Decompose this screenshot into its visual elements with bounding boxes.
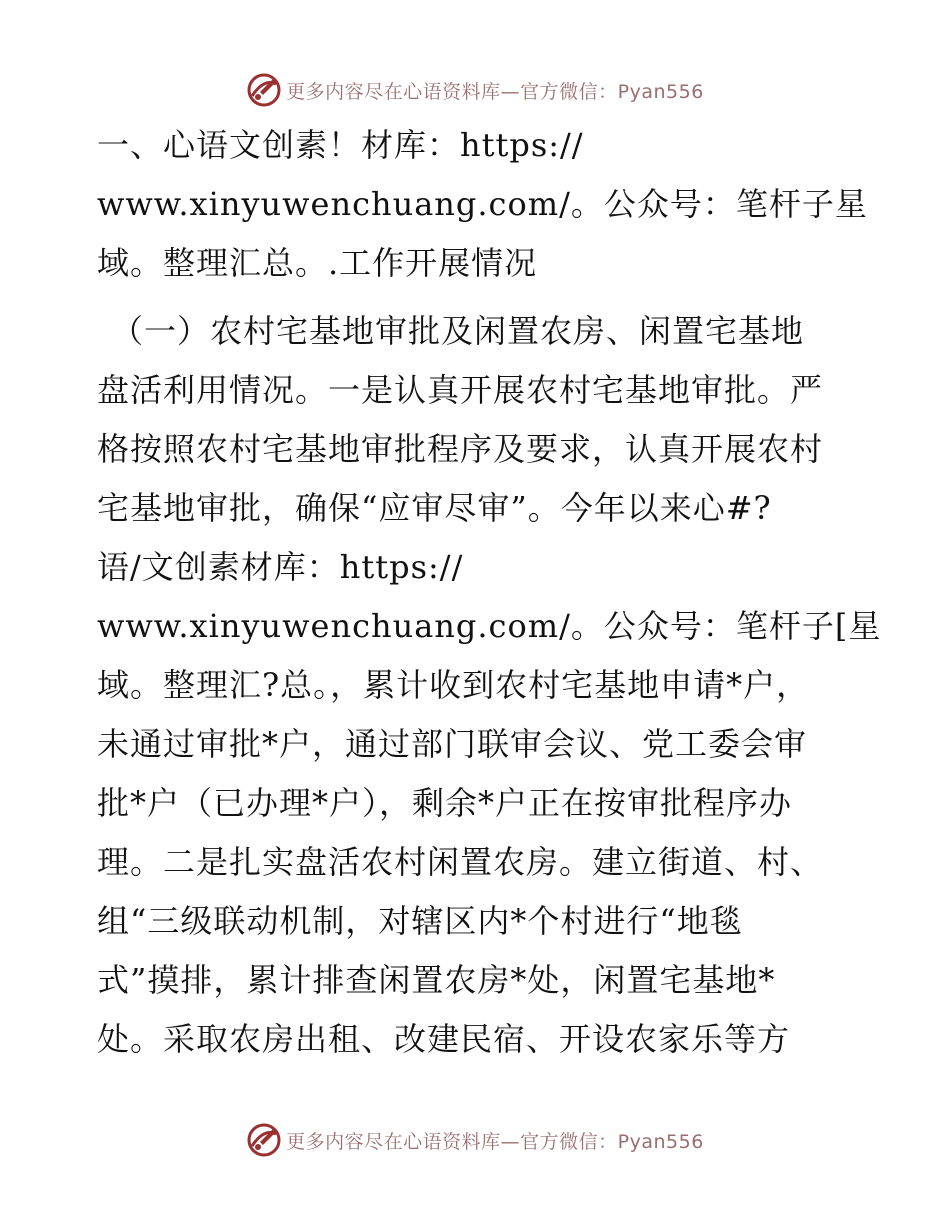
brand-logo-icon [246,72,282,108]
text-line: 未通过审批*户，通过部门联审会议、党工委会审 [97,725,808,763]
text-line: 语/文创素材库：https:// [97,548,464,586]
text-line: 盘活利用情况。一是认真开展农村宅基地审批。严 [97,371,824,409]
text-line: 理。二是扎实盘活农村闲置农房。建立街道、村、 [97,843,824,881]
text-line: 格按照农村宅基地审批程序及要求，认真开展农村 [97,430,824,468]
brand-logo-icon [246,1122,282,1158]
header-banner-text: 更多内容尽在心语资料库—官方微信：Pyan556 [286,80,704,103]
paragraph-2 [97,302,882,1069]
text-line: www.xinyuwenchuang.com/。公众号：笔杆子[星 [97,607,882,645]
text-line: 组“三级联动机制，对辖区内*个村进行“地毯 [97,902,743,940]
text-line: www.xinyuwenchuang.com/。公众号：笔杆子星 [97,185,868,223]
text-line: 域。整理汇?总。，累计收到农村宅基地申请*户， [97,666,810,704]
text-line: （一）农村宅基地审批及闲置农房、闲置宅基地 [111,312,805,350]
text-line: 批*户（已办理*户），剩余*户正在按审批程序办 [97,784,793,822]
text-line: 域。整理汇总。.工作开展情况 [97,244,538,282]
document-body [97,116,882,1069]
text-line: 式”摸排，累计排查闲置农房*处，闲置宅基地* [97,961,776,999]
header-banner [0,70,950,110]
text-line: 处。采取农房出租、改建民宿、开设农家乐等方 [97,1020,791,1058]
footer-banner-text: 更多内容尽在心语资料库—官方微信：Pyan556 [286,1130,704,1153]
footer-banner [0,1120,950,1160]
paragraph-1 [97,116,867,293]
text-line: 宅基地审批，确保“应审尽审”。今年以来心#? [97,489,772,527]
text-line: 一、心语文创素！材库：https:// [97,126,584,164]
